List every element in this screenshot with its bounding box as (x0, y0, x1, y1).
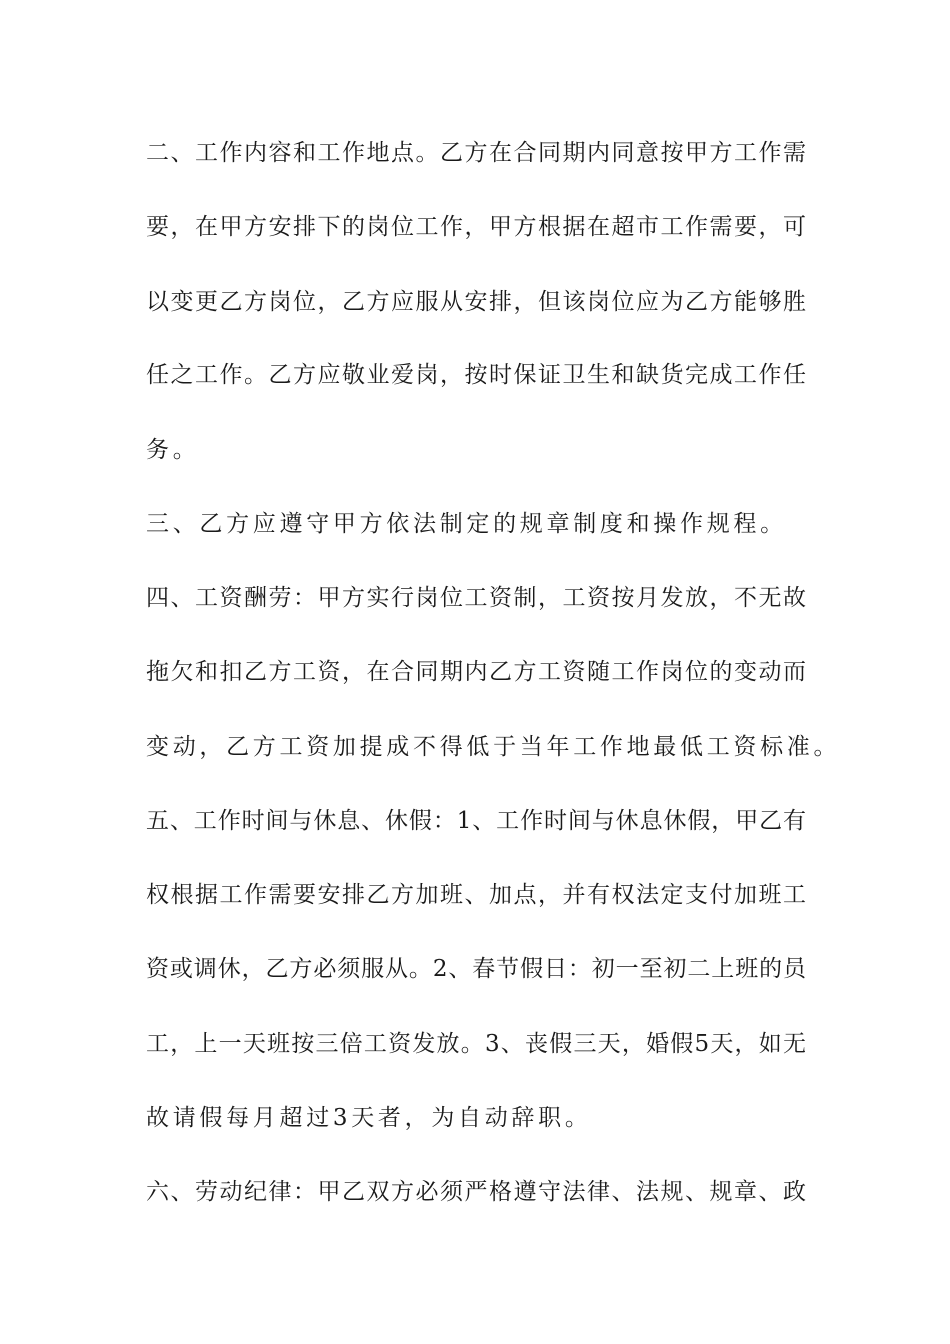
text-line: 以变更乙方岗位，乙方应服从安排，但该岗位应为乙方能够胜 (146, 289, 806, 315)
text-line: 拖欠和扣乙方工资，在合同期内乙方工资随工作岗位的变动而 (146, 659, 806, 685)
text-line: 三、乙方应遵守甲方依法制定的规章制度和操作规程。 (146, 511, 787, 537)
text-line: 四、工资酬劳：甲方实行岗位工资制，工资按月发放，不无故 (146, 585, 806, 611)
text-line: 务。 (146, 437, 200, 463)
text-line: 权根据工作需要安排乙方加班、加点，并有权法定支付加班工 (146, 882, 806, 908)
text-line: 故请假每月超过3天者，为自动辞职。 (146, 1105, 592, 1131)
text-line: 资或调休，乙方必须服从。2、春节假日：初一至初二上班的员 (146, 956, 806, 982)
text-line: 要，在甲方安排下的岗位工作，甲方根据在超市工作需要，可 (146, 214, 806, 240)
text-line: 二、工作内容和工作地点。乙方在合同期内同意按甲方工作需 (146, 140, 806, 166)
text-line: 五、工作时间与休息、休假：1、工作时间与休息休假，甲乙有 (146, 808, 806, 834)
text-line: 工，上一天班按三倍工资发放。3、丧假三天，婚假5天，如无 (146, 1031, 806, 1057)
text-line: 任之工作。乙方应敬业爱岗，按时保证卫生和缺货完成工作任 (146, 362, 806, 388)
text-line: 变动，乙方工资加提成不得低于当年工作地最低工资标准。 (146, 734, 841, 760)
text-line: 六、劳动纪律：甲乙双方必须严格遵守法律、法规、规章、政 (146, 1179, 806, 1205)
